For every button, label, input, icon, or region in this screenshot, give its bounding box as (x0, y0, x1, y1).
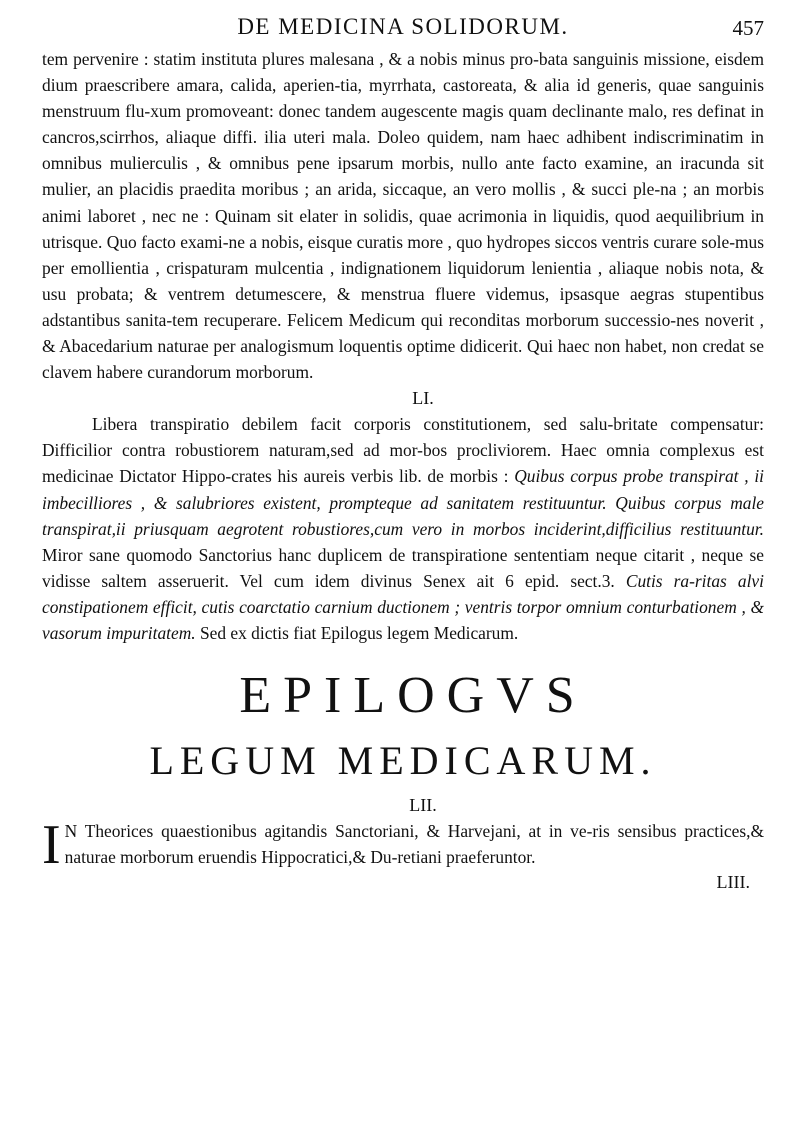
section-51-text-a: Libera transpiratio debilem facit corporis constitutionem, sed salu-britate compensatur: Difficilior contra robustiorem naturam,sed ad mor-bos procliviorem. Haec omnia complexus est medicinae Dictator Hippo-crates his aureis verbis lib. de morbis : (42, 414, 764, 487)
epilogus-title: EPILOGVS (239, 667, 587, 725)
hippocrates-quote-2: Cutis ra-ritas alvi constipationem efficit, cutis coarctatio carnium ductionem ; ventris torpor omnium conturbationem , & vasorum impuritatem. (42, 570, 764, 643)
epilogus-subtitle: LEGUM MEDICARUM. (149, 738, 657, 784)
running-title: DE MEDICINA SOLIDORUM. (237, 14, 569, 39)
page-header (42, 14, 764, 40)
section-52-text: N Theorices quaestionibus agitandis Sanctoriani, & Harvejani, at in ve-ris sensibus practices,& naturae morborum eruendis Hippocratici,& Du-retiani praeferuntor. (64, 821, 764, 868)
section-52-heading (42, 792, 764, 818)
catchword: LIII. (716, 872, 750, 893)
page-number: 457 (732, 16, 764, 40)
section-number: LI. (412, 388, 434, 409)
section-51-text-c: Sed ex dictis fiat Epilogus legem Medicarum. (199, 622, 519, 643)
paragraph-continuation: tem pervenire : statim instituta plures malesana , & a nobis minus pro-bata sanguinis missione, eisdem dium praescribere amara, calida, aperien-tia, myrrhata, castoreata, & alia id generis, quae sanguinis menstruum flu-xum promoveant: donec tandem augescente magis quam declinante malo, res definat in cancros,scirrhos, aliaque diffi. ilia uteri mala. Doleo quidem, nam haec adhibent indiscriminatim in omnibus mulierculis , & omnibus pene ipsarum morbis, nullo ante facto examine, an iracunda sit mulier, an placidis praedita moribus ; an arida, siccaque, an vero mollis , & succi ple-na ; an morbis animi laboret , nec ne : Quinam sit elater in solidis, quae acrimonia in liquidis, quod aequilibrium in utrisque. Quo facto exami-ne a nobis, eisque curatis more , quo hydropes siccos ventris curare sole-mus per emollientia , crispaturam mulcentia , indignationem liquidorum lenientia , aliaque nobis nota, & usu probata; & ventrem detumescere, & menstrua fluere videmus, ipsasque aegras stupentibus adstantibus sanita-tem recuperare. Felicem Medicum qui reconditas morborum successio-nes noverit , & Abacedarium naturae per analogismum loquentis optime didicerit. Qui haec non habet, non credat se clavem habere curandorum morborum. (42, 49, 764, 383)
section-52-body (42, 814, 764, 877)
section-number: LII. (409, 795, 437, 816)
section-51-body (42, 411, 764, 646)
section-51-heading (42, 385, 764, 411)
drop-cap: I (42, 814, 61, 877)
hippocrates-quote-1: Quibus corpus probe transpirat , ii imbecilliores , & salubriores existent, prompteque ad sanitatem restituuntur. Quibus corpus male transpirat,ii priusquam aegrotent robustiores,cum vero in morbos inciderint,difficilius restituuntur. (42, 466, 765, 539)
section-51-text-b: Miror sane quomodo Sanctorius hanc duplicem de transpiratione sententiam neque citarit , neque se vidisse saltem asseruerit. Vel cum idem divinus Senex ait 6 epid. sect.3. (42, 544, 764, 591)
